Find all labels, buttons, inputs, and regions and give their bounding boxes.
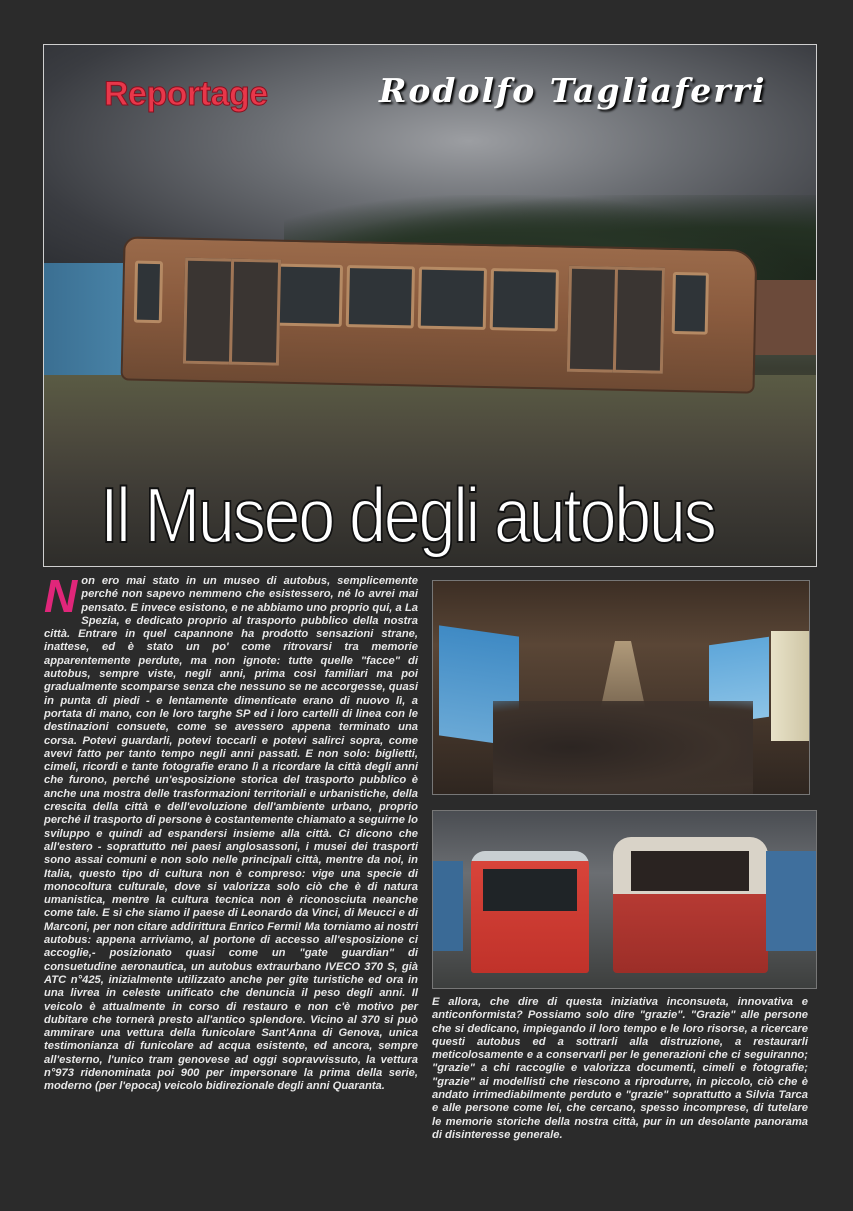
column-1-text: on ero mai stato in un museo di autobus, semplicemente perché non sapevo nemmeno che esistessero, né lo avrei mai pensato. E invece esistono, e ne abbiamo uno proprio qui, a La Spezia, e dedicato proprio al trasporto pubblico della nostra città. Entrare in quel capannone ha prodotto sensazioni strane, inattese, ed è stato un po' come ritrovarsi tra memorie apparentemente perdute, ma non ignote: tutte quelle "facce" di autobus, sempre viste, negli anni, prima così familiari ma poi gradualmente scomparse senza che nessuno se ne accorgesse, quasi in punta di piedi - e lentamente dimenticate erano di nuovo lì, a portata di mano, con le loro targhe SP ed i loro cartelli di linea con le destinazioni consuete, come se avessero appena terminato una corsa. Potevi guardarli, potevi toccarli e potevi salirci sopra, come avevi fatto per tanto tempo negli anni passati. E non solo: biglietti, cimeli, ricordi e tante fotografie erano lì a ricordare la città degli anni che furono, perché un'esposizione storica del trasporto pubblico è anche una mostra delle trasformazioni territoriali e urbanistiche, della crescita della città e dell'evoluzione dell'ambiente urbano, proprio perché il trasporto di persone è costantemente chiamato a seguirne lo sviluppo e quindi ad espandersi insieme alla città. Ci dicono che all'estero - soprattutto nei paesi anglosassoni, i musei dei trasporti sono assai comuni e non solo nelle principali città, mentre da noi, in Italia, questo tipo di cultura non è compreso: vige una specie di monocoltura culturale, dove si valorizza solo ciò che è di natura umanistica, mentre la cultura tecnica non è riconosciuta neanche come tale. E sì che siamo il paese di Leonardo da Vinci, di Meucci e di Marconi, per non citare addirittura Enrico Fermi! Ma torniamo ai nostri autobus: appena arriviamo, al portone di accesso all'esposizione ci accoglie,- posizionato quasi come un "gate guardian" di consuetudine aeronautica, un autobus extraurbano IVECO 370 S, già ATC n°425, inizialmente utilizzato anche per gite turistiche ed ora in una livrea in celeste unificato che denuncia il peso degli anni. Il veicolo è attualmente in corso di restauro e non c'è motivo per dubitare che tornerà presto all'antico splendore. Vicino al 370 si può ammirare una vettura della funicolare Sant'Anna di Genova, unica testimonianza di funicolare ad acqua esistente, ed ancora, sempre all'esterno, l'unico tram genovese ad oggi sopravvissuto, la vettura n°973 ridenominata poi 900 per impersonare la prima della serie, moderno (per l'epoca) veicolo bidirezionale degli anni Quaranta. (44, 575, 418, 1093)
bus-seats (493, 701, 753, 794)
article-column-1 (44, 570, 418, 1094)
blue-bus-right (766, 851, 816, 951)
article-column-2: E allora, che dire di questa iniziativa inconsueta, innovativa e anticonformista? Possiamo solo dire "grazie". "Grazie" alle persone che si dedicano, impiegando il loro tempo e le loro risorse, a ricercare questi autobus ed a sottrarli alla distruzione, a restaurarli meticolosamente e a conservarli per le generazioni che ci seguiranno; "grazie" a chi raccoglie e valorizza documenti, cimeli e fotografie; "grazie" ai modellisti che riescono a riprodurre, in piccolo, ciò che è andato irrimediabilmente perduto e "grazie" soprattutto a Silvia Tarca e alle persone come lei, che cercano, spesso incomprese, di tutelare le memorie storiche della nostra città, pur in un desolante panorama di disinteresse generale. (432, 996, 808, 1141)
article-title: Il Museo degli autobus (100, 471, 715, 559)
drop-cap: N (44, 570, 78, 622)
red-buses-photo (432, 810, 817, 989)
curtain (771, 631, 809, 741)
author-name: Rodolfo Tagliaferri (379, 71, 767, 110)
section-label: Reportage (104, 75, 268, 113)
bus-interior-photo (432, 580, 810, 795)
red-bus-right (613, 837, 768, 973)
rusty-bus-body (121, 236, 758, 393)
red-bus-left (471, 851, 589, 973)
hero-photo-abandoned-bus (43, 44, 817, 567)
blue-bus-left (433, 861, 463, 951)
